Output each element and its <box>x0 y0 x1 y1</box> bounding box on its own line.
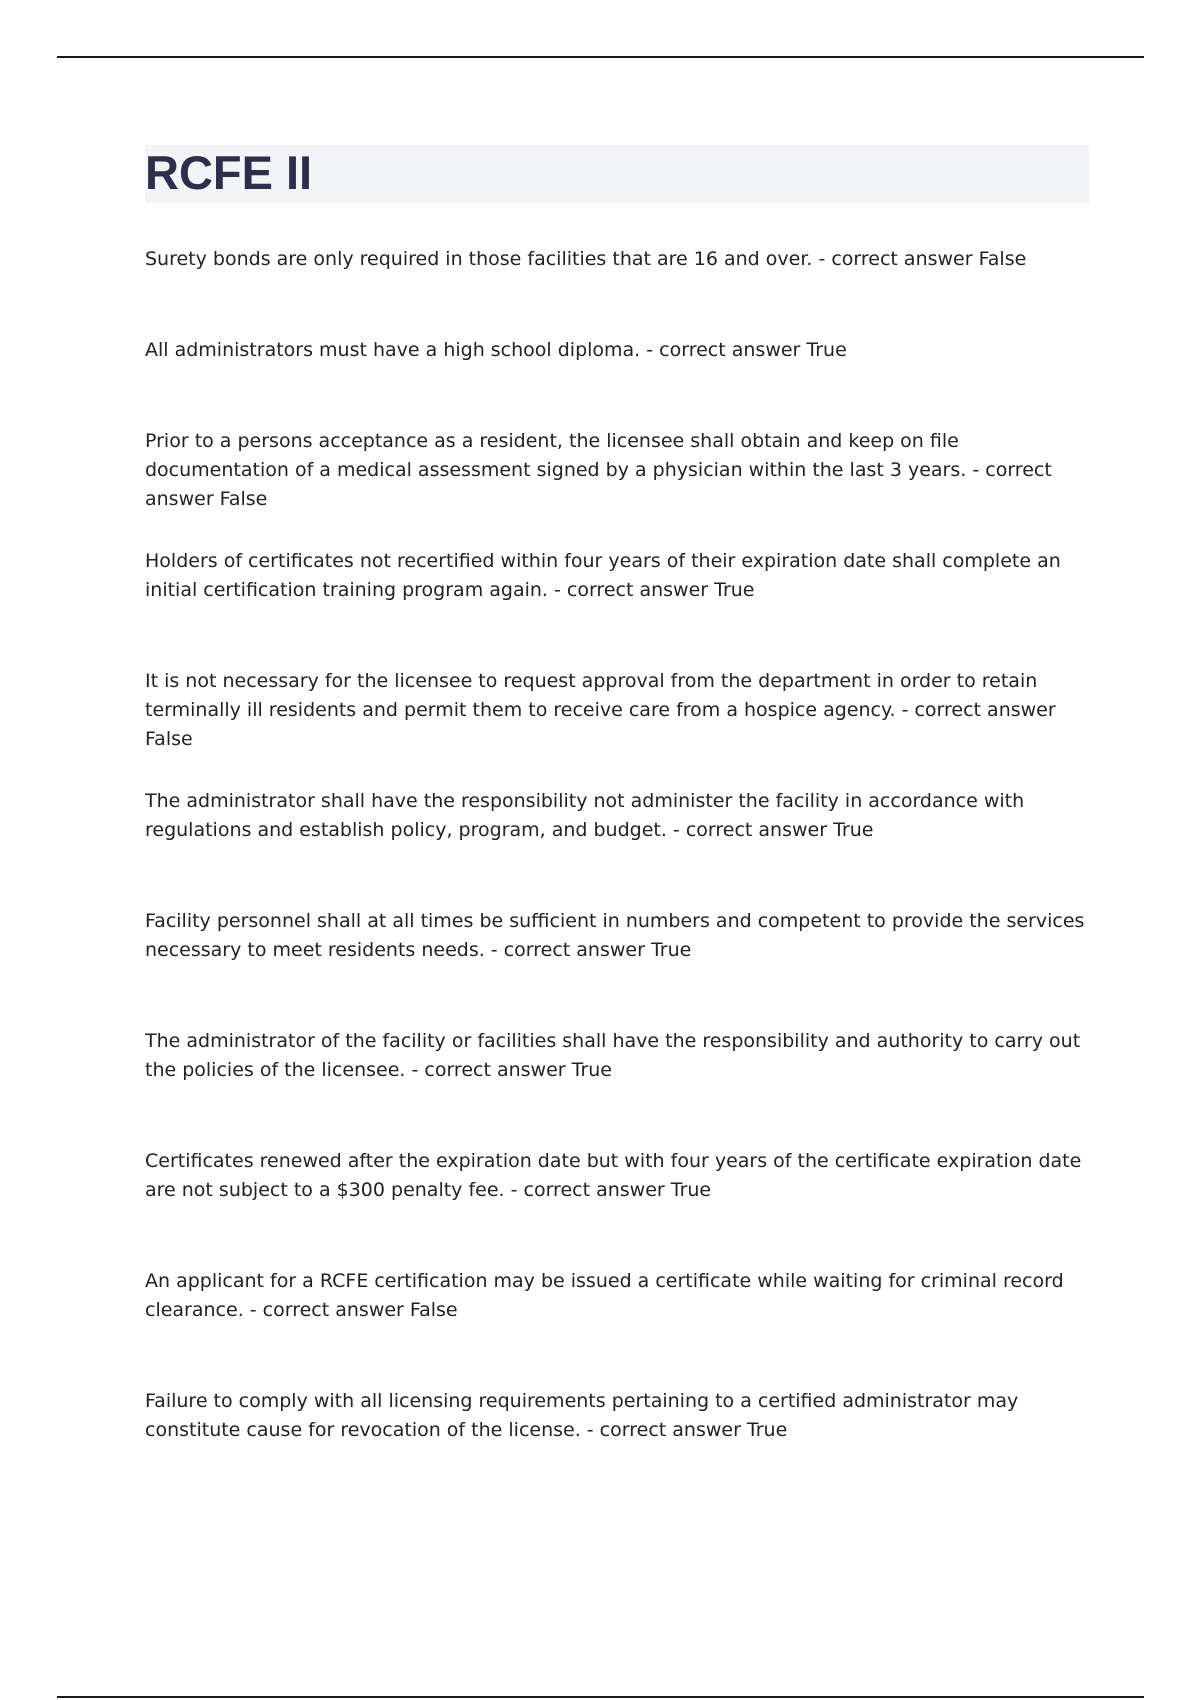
qa-item <box>145 427 1095 514</box>
answer-separator: - correct answer <box>812 248 979 270</box>
answer-separator: - correct answer <box>666 819 834 841</box>
qa-item <box>145 787 1095 845</box>
qa-item <box>145 336 1095 365</box>
qa-item <box>145 1147 1095 1205</box>
qa-item <box>145 1027 1095 1085</box>
question-text: An applicant for a RCFE certification may be issued a certificate while waiting for criminal record clearance. <box>145 1270 1064 1321</box>
question-text: It is not necessary for the licensee to request approval from the department in order to retain terminally ill residents and permit them to receive care from a hospice agency. <box>145 670 1038 721</box>
answer-separator: - correct answer <box>640 339 807 361</box>
answer-value: False <box>409 1299 458 1321</box>
question-text: Surety bonds are only required in those facilities that are 16 and over. <box>145 248 813 270</box>
question-text: Certificates renewed after the expiration date but with four years of the certificate expiration date are not subject to a $300 penalty fee. <box>145 1150 1082 1201</box>
question-text: Holders of certificates not recertified within four years of their expiration date shall complete an initial certification training program again. <box>145 550 1061 601</box>
answer-value: True <box>746 1419 788 1441</box>
top-rule <box>57 56 1144 58</box>
answer-separator: - correct answer <box>580 1419 747 1441</box>
answer-value: False <box>219 488 268 510</box>
question-text: Facility personnel shall at all times be sufficient in numbers and competent to provide the services necessary to meet residents needs. <box>145 910 1085 961</box>
answer-value: False <box>145 728 193 750</box>
answer-separator: - correct answer <box>145 459 1052 510</box>
question-text: The administrator of the facility or facilities shall have the responsibility and authority to carry out the policies of the licensee. <box>145 1030 1081 1081</box>
answer-value: True <box>670 1179 712 1201</box>
qa-item <box>145 245 1095 274</box>
answer-separator: - correct answer <box>243 1299 410 1321</box>
answer-value: True <box>833 819 874 841</box>
question-text: The administrator shall have the responsibility not administer the facility in accordance with regulations and establish policy, program, and budget. <box>145 790 1025 841</box>
question-text: Prior to a persons acceptance as a resident, the licensee shall obtain and keep on file documentation of a medical assessment signed by a physician within the last 3 years. <box>145 430 967 481</box>
qa-item <box>145 547 1095 605</box>
answer-separator: - correct answer <box>405 1059 572 1081</box>
question-text: All administrators must have a high school diploma. <box>145 339 641 361</box>
answer-separator: - correct answer <box>484 939 651 961</box>
answer-separator: - correct answer <box>547 579 715 601</box>
bottom-rule <box>57 1696 1144 1698</box>
answer-value: True <box>714 579 755 601</box>
question-text: Failure to comply with all licensing requirements pertaining to a certified administrator may constitute cause for revocation of the license. <box>145 1390 1019 1441</box>
answer-value: True <box>571 1059 612 1081</box>
answer-value: True <box>806 339 847 361</box>
document-title: RCFE II <box>145 146 313 199</box>
qa-item <box>145 1387 1095 1445</box>
answer-value: False <box>978 248 1027 270</box>
qa-item <box>145 667 1095 754</box>
answer-separator: - correct answer <box>504 1179 671 1201</box>
qa-item <box>145 907 1095 965</box>
answer-value: True <box>650 939 692 961</box>
title-band <box>145 145 1089 203</box>
answer-separator: - correct answer <box>895 699 1056 721</box>
qa-item <box>145 1267 1095 1325</box>
